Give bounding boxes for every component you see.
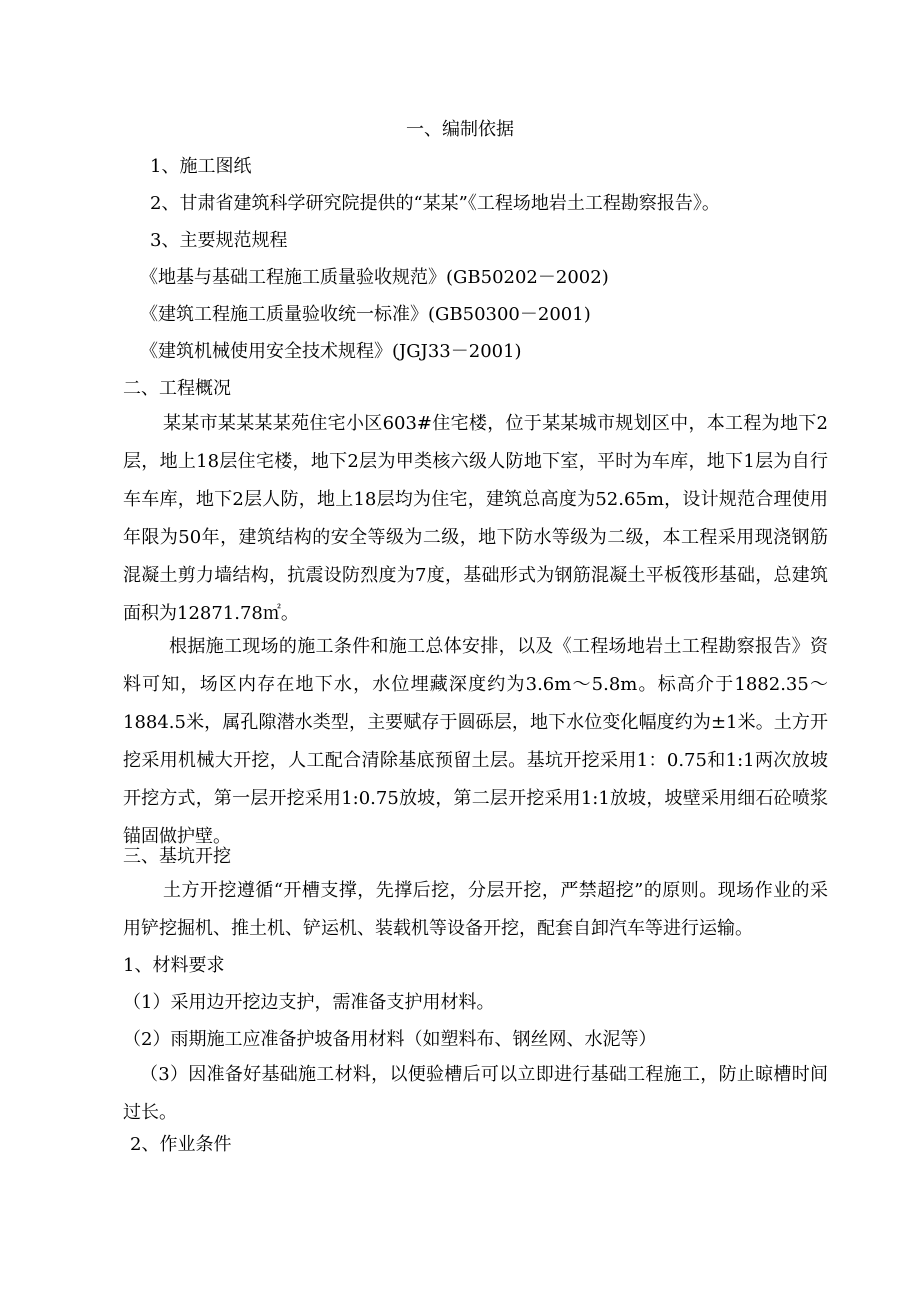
spec-foundation: 《地基与基础工程施工质量验收规范》(GB50202－2002)	[140, 267, 609, 288]
section-heading-overview: 二、工程概况	[123, 378, 231, 399]
materials-item-3: （3）因准备好基础施工材料，以便验槽后可以立即进行基础工程施工，防止晾槽时间过长。	[123, 1064, 828, 1123]
section-heading-excavation: 三、基坑开挖	[123, 846, 231, 867]
overview-paragraph: 某某市某某某某苑住宅小区603#住宅楼，位于某某城市规划区中，本工程为地下2层，地上18层住宅楼，地下2层为甲类核六级人防地下室，平时为车库，地下1层为自行车车库，地下2层人防，地上18层均为住宅，建筑总高度为52.65m，设计规范合理使用年限为50年，建筑结构的安全等级为二级，地下防水等级为二级，本工程采用现浇钢筋混凝土剪力墙结构，抗震设防烈度为7度，基础形式为钢筋混凝土平板筏形基础，总建筑面积为12871.78㎡。	[123, 413, 828, 624]
excavation-paragraph: 土方开挖遵循“开槽支撑，先撑后挖，分层开挖，严禁超挖”的原则。现场作业的采用铲挖掘机、推土机、铲运机、装载机等设备开挖，配套自卸汽车等进行运输。	[123, 880, 828, 939]
subheading-materials: 1、材料要求	[123, 955, 225, 976]
basis-item-drawings: 1、施工图纸	[150, 156, 252, 177]
spec-machinery-safety: 《建筑机械使用安全技术规程》(JGJ33－2001)	[140, 341, 522, 362]
spec-quality-standard: 《建筑工程施工质量验收统一标准》(GB50300－2001)	[140, 304, 591, 325]
subheading-work-conditions: 2、作业条件	[130, 1134, 232, 1155]
basis-item-survey-report: 2、甘肃省建筑科学研究院提供的“某某”《工程场地岩土工程勘察报告》。	[150, 193, 720, 214]
section-heading-basis: 一、编制依据	[406, 119, 514, 140]
materials-item-1: （1）采用边开挖边支护，需准备支护用材料。	[123, 992, 495, 1013]
basis-item-specifications: 3、主要规范规程	[150, 230, 288, 251]
groundwater-paragraph: 根据施工现场的施工条件和施工总体安排，以及《工程场地岩土工程勘察报告》资料可知，场区内存在地下水，水位埋藏深度约为3.6m～5.8m。标高介于1882.35～1884.5米，属孔隙潜水类型，主要赋存于圆砾层，地下水位变化幅度约为±1米。土方开挖采用机械大开挖，人工配合清除基底预留土层。基坑开挖采用1：0.75和1:1两次放坡开挖方式，第一层开挖采用1:0.75放坡，第二层开挖采用1:1放坡，坡壁采用细石砼喷浆锚固做护壁。	[123, 636, 828, 847]
materials-item-2: （2）雨期施工应准备护坡备用材料（如塑料布、钢丝网、水泥等）	[123, 1029, 657, 1050]
